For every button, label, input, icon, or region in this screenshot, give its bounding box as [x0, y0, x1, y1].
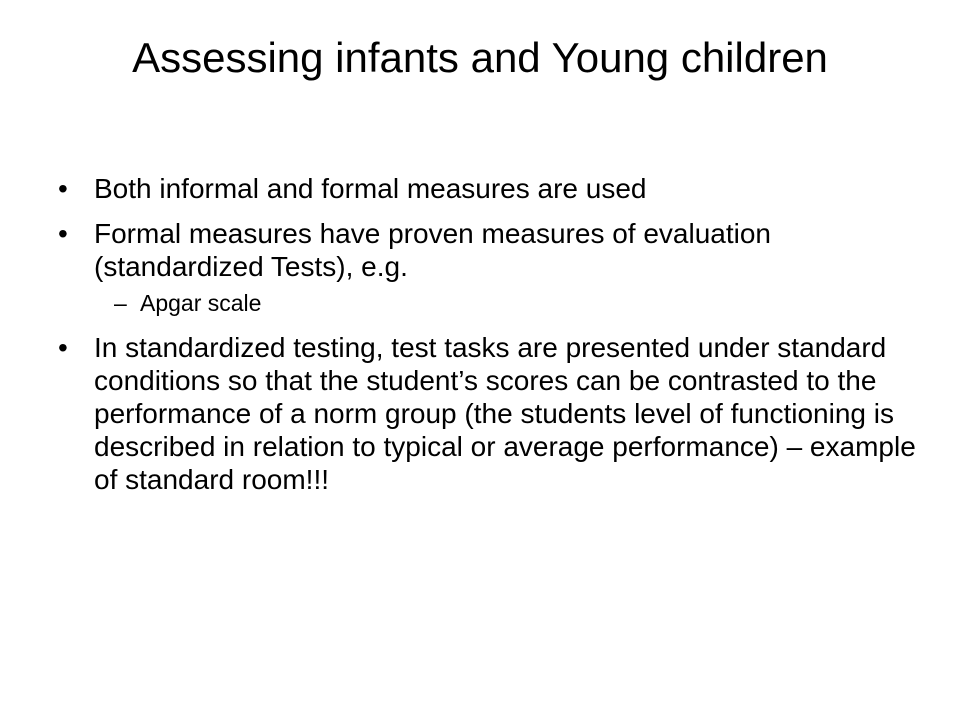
bullet-item — [58, 331, 918, 496]
bullet-marker: • — [58, 218, 68, 249]
bullet-marker: • — [58, 332, 68, 363]
slide-title: Assessing infants and Young children — [132, 34, 828, 81]
sub-bullet-marker: – — [114, 290, 127, 316]
bullet-text: In standardized testing, test tasks are presented under standard conditions so that the student’s scores can be contrasted to the performance of a norm group (the students level of functioning is described in relation to typical or average performance) – example of standard room!!! — [94, 332, 916, 495]
sub-bullet-item — [58, 289, 918, 317]
sub-bullet-text: Apgar scale — [140, 290, 262, 316]
bullet-item — [58, 217, 918, 283]
bullet-marker: • — [58, 173, 68, 204]
bullet-text: Both informal and formal measures are used — [94, 173, 647, 204]
bullet-text: Formal measures have proven measures of evaluation (standardized Tests), e.g. — [94, 218, 772, 282]
bullet-item — [58, 172, 918, 205]
bullet-list — [58, 172, 918, 508]
